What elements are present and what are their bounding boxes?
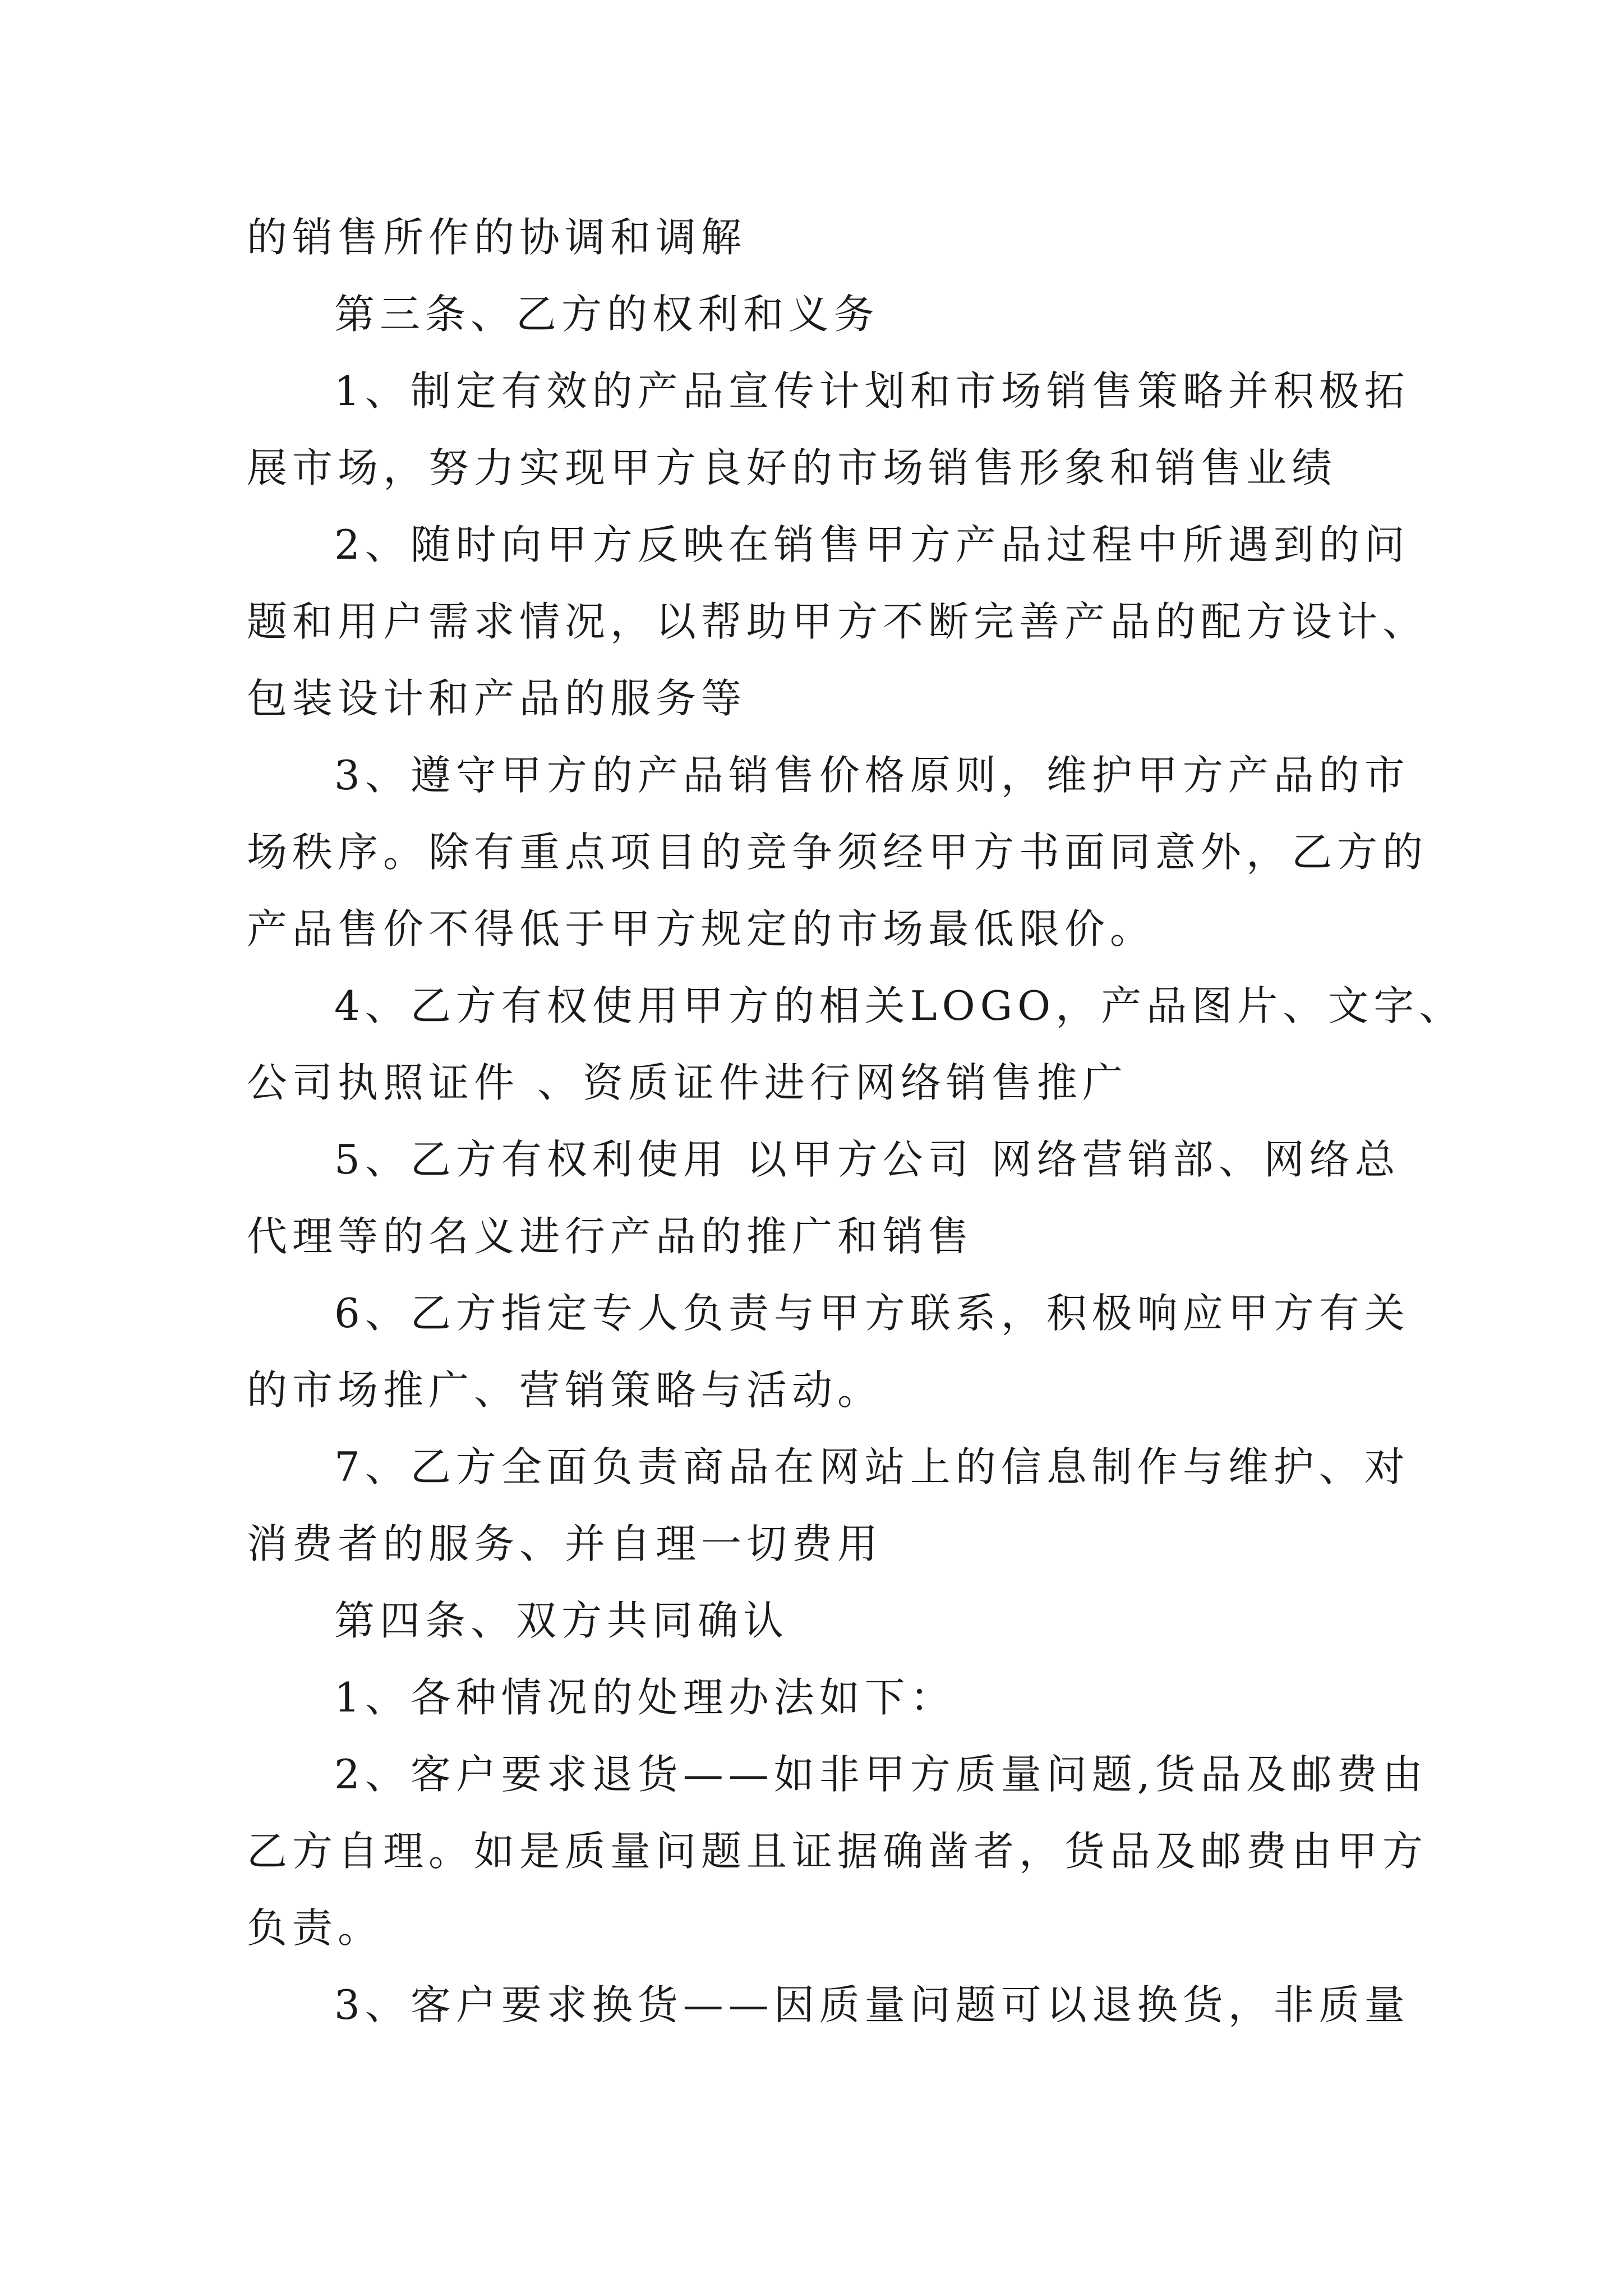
text-line-20: 1、各种情况的处理办法如下： bbox=[334, 1674, 956, 1721]
text-line-10: 产品售价不得低于甲方规定的市场最低限价。 bbox=[247, 905, 1156, 953]
text-line-17: 7、乙方全面负责商品在网站上的信息制作与维护、对 bbox=[334, 1443, 1410, 1490]
text-line-15: 6、乙方指定专人负责与甲方联系，积极响应甲方有关 bbox=[334, 1290, 1410, 1337]
text-line-6: 题和用户需求情况，以帮助甲方不断完善产品的配方设计、 bbox=[247, 598, 1428, 645]
text-line-9: 场秩序。除有重点项目的竞争须经甲方书面同意外，乙方的 bbox=[247, 829, 1428, 876]
text-line-21: 2、客户要求退货——如非甲方质量问题,货品及邮费由 bbox=[334, 1751, 1428, 1798]
text-line-3: 1、制定有效的产品宣传计划和市场销售策略并积极拓 bbox=[334, 367, 1410, 415]
text-line-7: 包装设计和产品的服务等 bbox=[247, 675, 747, 722]
text-line-24: 3、客户要求换货——因质量问题可以退换货，非质量 bbox=[334, 1981, 1410, 2028]
text-line-4: 展市场，努力实现甲方良好的市场销售形象和销售业绩 bbox=[247, 444, 1338, 491]
text-line-12: 公司执照证件 、资质证件进行网络销售推广 bbox=[247, 1059, 1128, 1106]
document-body bbox=[247, 199, 1465, 2044]
text-line-18: 消费者的服务、并自理一切费用 bbox=[247, 1520, 883, 1567]
text-line-1: 的销售所作的协调和调解 bbox=[247, 214, 747, 261]
text-line-23: 负责。 bbox=[247, 1904, 384, 1952]
text-line-19: 第四条、双方共同确认 bbox=[334, 1597, 789, 1644]
text-line-22: 乙方自理。如是质量问题且证据确凿者，货品及邮费由甲方 bbox=[247, 1828, 1428, 1875]
text-line-5: 2、随时向甲方反映在销售甲方产品过程中所遇到的问 bbox=[334, 521, 1410, 568]
text-line-13: 5、乙方有权利使用 以甲方公司 网络营销部、网络总 bbox=[334, 1136, 1400, 1183]
text-line-14: 代理等的名义进行产品的推广和销售 bbox=[247, 1213, 974, 1260]
text-line-11: 4、乙方有权使用甲方的相关LOGO，产品图片、文字、 bbox=[334, 982, 1465, 1029]
text-line-8: 3、遵守甲方的产品销售价格原则，维护甲方产品的市 bbox=[334, 752, 1410, 799]
text-line-16: 的市场推广、营销策略与活动。 bbox=[247, 1366, 883, 1414]
text-line-2: 第三条、乙方的权利和义务 bbox=[334, 291, 880, 338]
